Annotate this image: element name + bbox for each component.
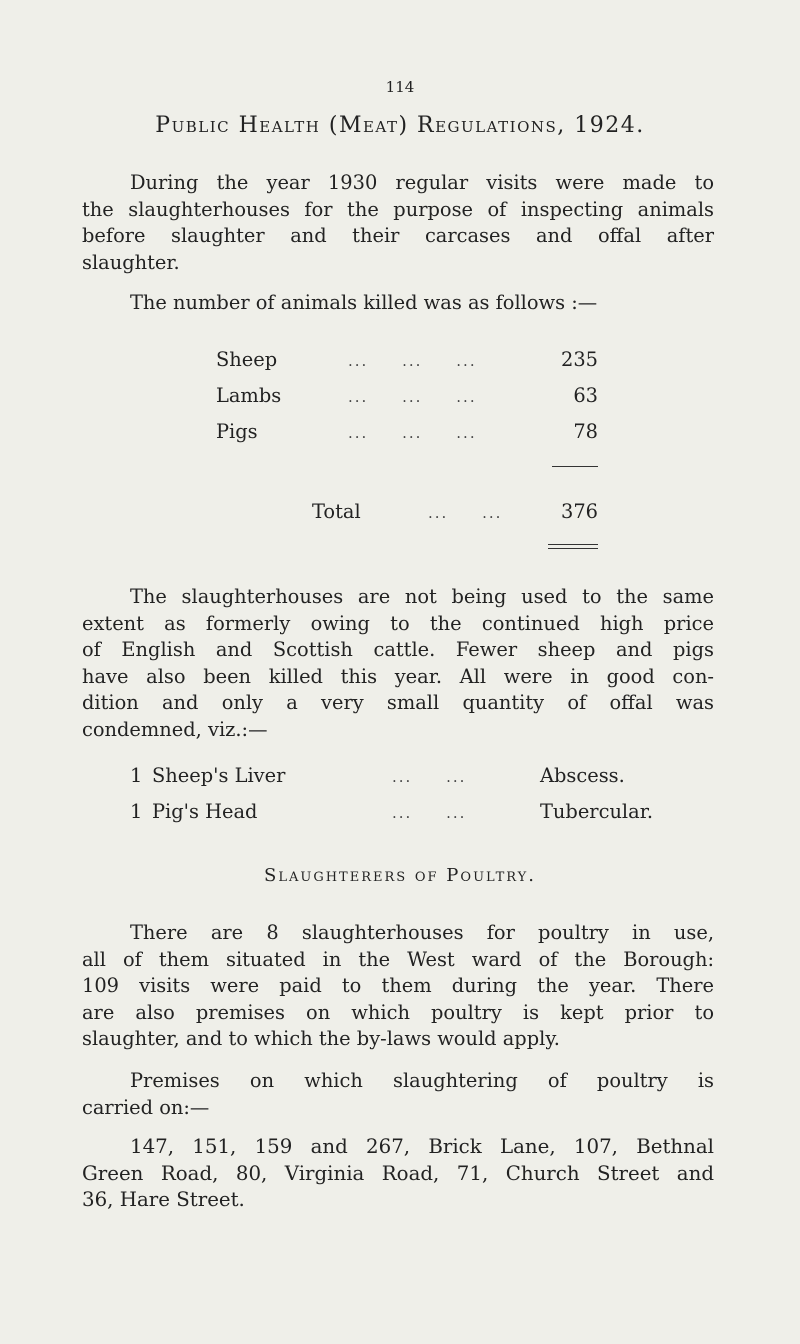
poultry-line: all of them situated in the West ward of the Borough: (82, 947, 714, 971)
poultry-line: slaughter, and to which the by-laws would apply. (82, 1027, 560, 1051)
page-title: Public Health (Meat) Regulations, 1924. (155, 113, 645, 138)
address-line: 36, Hare Street. (82, 1188, 245, 1212)
poultry-paragraph (82, 920, 714, 1053)
condemned-reason: Tubercular. (540, 800, 653, 823)
condemned-paragraph (82, 584, 714, 744)
leader-dots: ... ... ... (348, 388, 477, 406)
condemned-line: dition and only a very small quantity of offal was (82, 691, 714, 715)
condemned-line: extent as formerly owing to the continued high price (82, 611, 714, 635)
sum-rule (552, 466, 598, 467)
condemned-qty: 1 (130, 800, 143, 823)
intro-line: During the year 1930 regular visits were made to (130, 171, 714, 194)
premises-paragraph (82, 1068, 714, 1121)
premises-addresses (82, 1134, 714, 1214)
animal-label-lambs: Lambs (216, 384, 282, 407)
double-rule-top (548, 544, 598, 545)
page-number: 114 (385, 78, 415, 96)
leader-dots: ... ... (428, 504, 503, 522)
address-line: Green Road, 80, Virginia Road, 71, Church Street and (82, 1161, 714, 1185)
poultry-heading: Slaughterers of Poultry. (264, 865, 536, 886)
poultry-line: 109 visits were paid to them during the year. There (82, 974, 714, 998)
animal-label-pigs: Pigs (216, 420, 258, 443)
condemned-item: Sheep's Liver (152, 764, 286, 787)
premises-line: Premises on which slaughtering of poultry is (130, 1069, 714, 1092)
total-label: Total (312, 500, 361, 523)
animals-intro: The number of animals killed was as follows :— (130, 291, 598, 314)
intro-line: the slaughterhouses for the purpose of inspecting animals (82, 197, 714, 221)
animal-value-lambs: 63 (573, 384, 598, 407)
poultry-line: There are 8 slaughterhouses for poultry in use, (130, 921, 714, 944)
leader-dots: ... ... (392, 768, 467, 786)
address-line: 147, 151, 159 and 267, Brick Lane, 107, Bethnal (130, 1135, 714, 1158)
condemned-line: have also been killed this year. All were in good con- (82, 664, 714, 688)
condemned-line: The slaughterhouses are not being used to the same (130, 585, 714, 608)
condemned-line: condemned, viz.:— (82, 717, 268, 741)
condemned-qty: 1 (130, 764, 143, 787)
condemned-reason: Abscess. (540, 764, 625, 787)
total-value: 376 (560, 500, 598, 523)
poultry-line: are also premises on which poultry is kept prior to (82, 1000, 714, 1024)
leader-dots: ... ... (392, 804, 467, 822)
double-rule-bottom (548, 548, 598, 549)
animal-value-pigs: 78 (573, 420, 598, 443)
premises-line: carried on:— (82, 1095, 210, 1119)
animal-value-sheep: 235 (560, 348, 598, 371)
leader-dots: ... ... ... (348, 424, 477, 442)
condemned-line: of English and Scottish cattle. Fewer sheep and pigs (82, 638, 714, 662)
intro-paragraph (82, 170, 714, 276)
condemned-item: Pig's Head (152, 800, 258, 823)
leader-dots: ... ... ... (348, 352, 477, 370)
intro-line: slaughter. (82, 250, 180, 274)
intro-line: before slaughter and their carcases and offal after (82, 224, 714, 248)
animal-label-sheep: Sheep (216, 348, 278, 371)
